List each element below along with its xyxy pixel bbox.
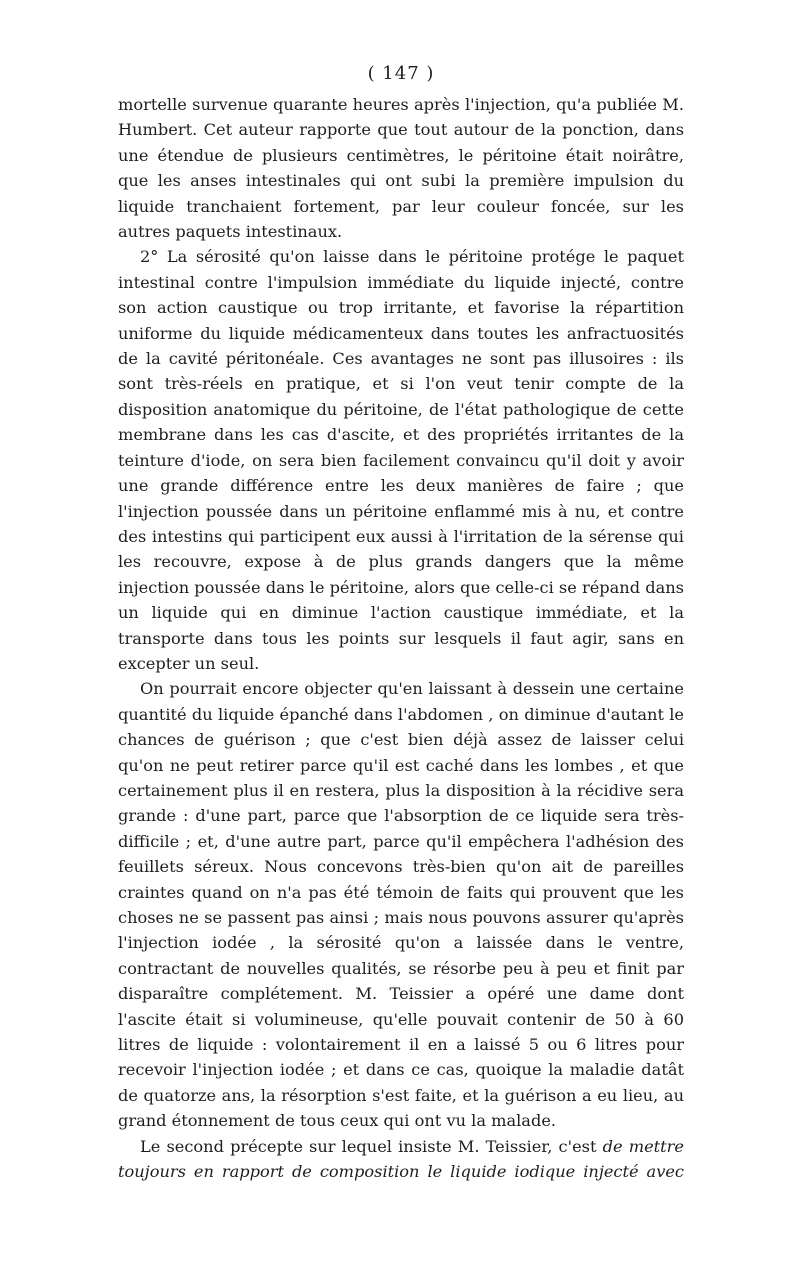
book-page bbox=[118, 62, 684, 1184]
precept-intro-text: Le second précepte sur lequel insiste M. Teissier, c'est bbox=[140, 1136, 597, 1156]
paragraph-objection-reply: On pourrait encore objecter qu'en laissant à dessein une certaine quantité du liquide épanché dans l'abdomen , on diminue d'autant le chances de guérison ; que c'est bien déjà assez de laisser celui qu'on ne peut retirer parce qu'il est caché dans les lombes , et que certainement plus il en restera, plus la disposition à la récidive sera grande : d'une part, parce que l'absorption de ce liquide sera très-difficile ; et, d'une autre part, parce qu'il empêchera l'adhésion des feuillets séreux. Nous concevons très-bien qu'on ait de pareilles craintes quand on n'a pas été témoin de faits qui prouvent que les choses ne se passent pas ainsi ; mais nous pouvons assurer qu'après l'injection iodée , la sérosité qu'on a laissée dans le ventre, contractant de nouvelles qualités, se résorbe peu à peu et finit par disparaître complétement. M. Teissier a opéré une dame dont l'ascite était si volumineuse, qu'elle pouvait contenir de 50 à 60 litres de liquide : volontairement il en a laissé 5 ou 6 litres pour recevoir l'injection iodée ; et dans ce cas, quoique la maladie datât de quatorze ans, la résorption s'est faite, et la guérison a eu lieu, au grand étonnement de tous ceux qui ont vu la malade. bbox=[118, 679, 684, 1131]
paragraph-second-precept bbox=[118, 1134, 684, 1185]
body-text bbox=[118, 92, 684, 1184]
page-number: ( 147 ) bbox=[367, 63, 435, 84]
paragraph-continuation: mortelle survenue quarante heures après l'injection, qu'a publiée M. Humbert. Cet auteur rapporte que tout autour de la ponction, dans une étendue de plusieurs centimètres, le péritoine était noirâtre, que les anses intestinales qui ont subi la première impulsion du liquide tranchaient fortement, par leur couleur foncée, sur les autres paquets intestinaux. bbox=[118, 95, 684, 242]
paragraph-serosity-protection: 2° La sérosité qu'on laisse dans le péritoine protége le paquet intestinal contre l'impulsion immédiate du liquide injecté, contre son action caustique ou trop irritante, et favorise la répartition uniforme du liquide médicamenteux dans toutes les anfractuosités de la cavité péritonéale. Ces avantages ne sont pas illusoires : ils sont très-réels en pratique, et si l'on veut tenir compte de la disposition anatomique du péritoine, de l'état pathologique de cette membrane dans les cas d'ascite, et des propriétés irritantes de la teinture d'iode, on sera bien facilement convaincu qu'il doit y avoir une grande différence entre les deux manières de faire ; que l'injection poussée dans un péritoine enflammé mis à nu, et contre des intestins qui participent eux aussi à l'irritation de la sérense qui les recouvre, expose à de plus grands dangers que la même injection poussée dans le péritoine, alors que celle-ci se répand dans un liquide qui en diminue l'action caustique immédiate, et la transporte dans tous les points sur lesquels il faut agir, sans en excepter un seul. bbox=[118, 247, 684, 673]
precept-emphasis-text: de mettre toujours en rapport de composition le liquide iodique injecté avec bbox=[118, 1136, 684, 1182]
